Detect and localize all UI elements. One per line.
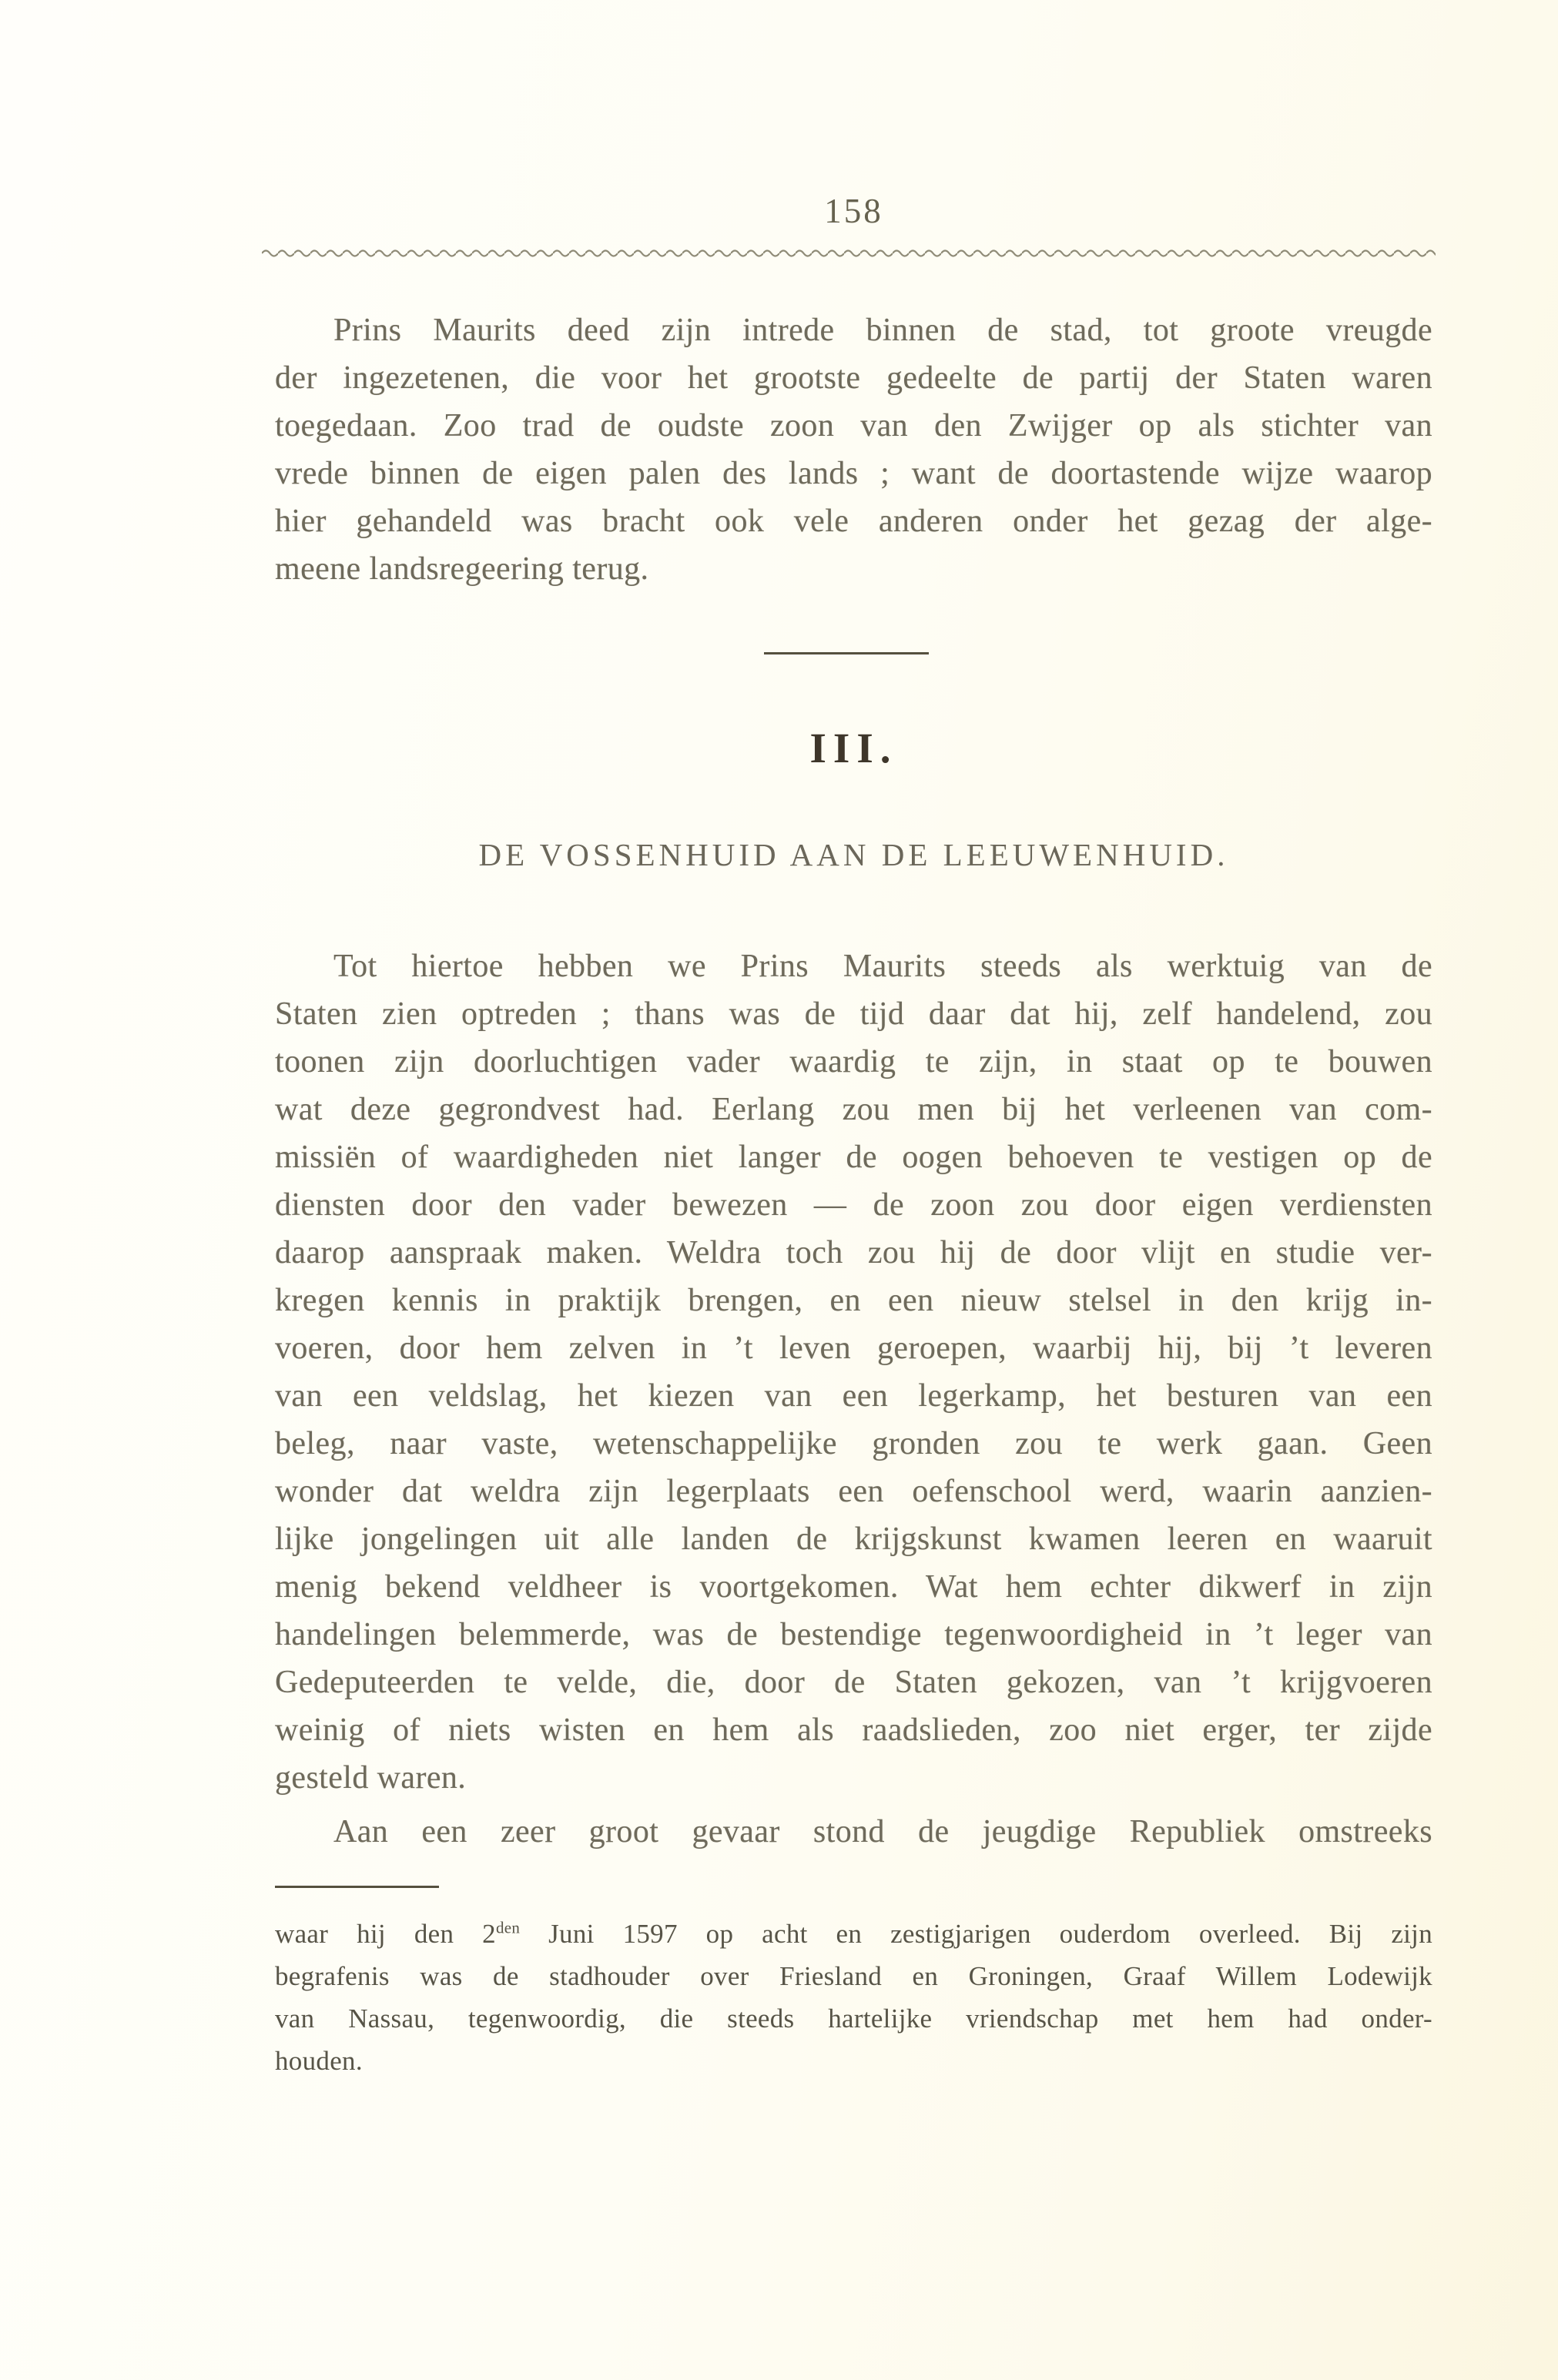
- footnote-text: Juni 1597 op acht en zestigjarigen ouderdom overleed. Bij zijn: [548, 1919, 1432, 1949]
- footnote-text: waar hij den 2: [275, 1919, 496, 1949]
- paragraph-1: [275, 306, 1432, 593]
- footnote-line: [275, 1913, 1432, 1955]
- footnote-line: begrafenis was de stadhouder over Friesland en Groningen, Graaf Willem Lodewijk: [275, 1961, 1432, 1991]
- text-line: diensten door den vader bewezen — de zoon zou door eigen verdiensten: [275, 1187, 1432, 1223]
- footnote-superscript: den: [495, 1918, 521, 1937]
- text-line: meene landsregeering terug.: [275, 551, 649, 587]
- text-line: toegedaan. Zoo trad de oudste zoon van den Zwijger op als stichter van: [275, 408, 1432, 444]
- text-line: kregen kennis in praktijk brengen, en een nieuw stelsel in den krijg in-: [275, 1283, 1432, 1318]
- footnote-separator-rule: [275, 1886, 439, 1888]
- paragraph-2: [275, 942, 1432, 1802]
- zigzag-rule: [262, 246, 1436, 258]
- text-line: Aan een zeer groot gevaar stond de jeugdige Republiek omstreeks: [333, 1814, 1432, 1849]
- text-line: voeren, door hem zelven in ’t leven geroepen, waarbij hij, bij ’t leveren: [275, 1331, 1432, 1366]
- text-line: vrede binnen de eigen palen des lands ; want de doortastende wijze waarop: [275, 456, 1432, 491]
- text-line: gesteld waren.: [275, 1760, 467, 1796]
- text-line: missiën of waardigheden niet langer de oogen behoeven te vestigen op de: [275, 1140, 1432, 1175]
- section-numeral: III.: [809, 725, 898, 772]
- page-number: 158: [824, 192, 883, 230]
- text-line: Prins Maurits deed zijn intrede binnen de stad, tot groote vreugde: [333, 313, 1432, 348]
- text-line: der ingezetenen, die voor het grootste gedeelte de partij der Staten waren: [275, 360, 1432, 396]
- text-line: wat deze gegrondvest had. Eerlang zou men bij het verleenen van com-: [275, 1092, 1432, 1127]
- footnote: [275, 1913, 1432, 2082]
- text-line: menig bekend veldheer is voortgekomen. Wat hem echter dikwerf in zijn: [275, 1569, 1432, 1605]
- text-line: beleg, naar vaste, wetenschappelijke gronden zou te werk gaan. Geen: [275, 1426, 1432, 1461]
- text-line: Gedeputeerden te velde, die, door de Staten gekozen, van ’t krijgvoeren: [275, 1665, 1432, 1700]
- text-line: Tot hiertoe hebben we Prins Maurits steeds als werktuig van de: [333, 949, 1432, 984]
- text-line: daarop aanspraak maken. Weldra toch zou hij de door vlijt en studie ver-: [275, 1235, 1432, 1270]
- text-line: van een veldslag, het kiezen van een legerkamp, het besturen van een: [275, 1378, 1432, 1414]
- text-line: wonder dat weldra zijn legerplaats een oefenschool werd, waarin aanzien-: [275, 1474, 1432, 1509]
- text-line: Staten zien optreden ; thans was de tijd daar dat hij, zelf handelend, zou: [275, 996, 1432, 1032]
- text-line: lijke jongelingen uit alle landen de krijgskunst kwamen leeren en waaruit: [275, 1521, 1432, 1557]
- section-divider-rule: [764, 652, 929, 654]
- footnote-line: van Nassau, tegenwoordig, die steeds hartelijke vriendschap met hem had onder-: [275, 2003, 1432, 2034]
- footnote-line: houden.: [275, 2046, 363, 2076]
- section-title: DE VOSSENHUID AAN DE LEEUWENHUID.: [478, 837, 1229, 872]
- text-line: handelingen belemmerde, was de bestendige tegenwoordigheid in ’t leger van: [275, 1617, 1432, 1652]
- text-line: toonen zijn doorluchtigen vader waardig te zijn, in staat op te bouwen: [275, 1044, 1432, 1080]
- text-line: weinig of niets wisten en hem als raadslieden, zoo niet erger, ter zijde: [275, 1712, 1432, 1748]
- text-line: hier gehandeld was bracht ook vele anderen onder het gezag der alge-: [275, 504, 1432, 539]
- paragraph-3: [275, 1808, 1432, 1856]
